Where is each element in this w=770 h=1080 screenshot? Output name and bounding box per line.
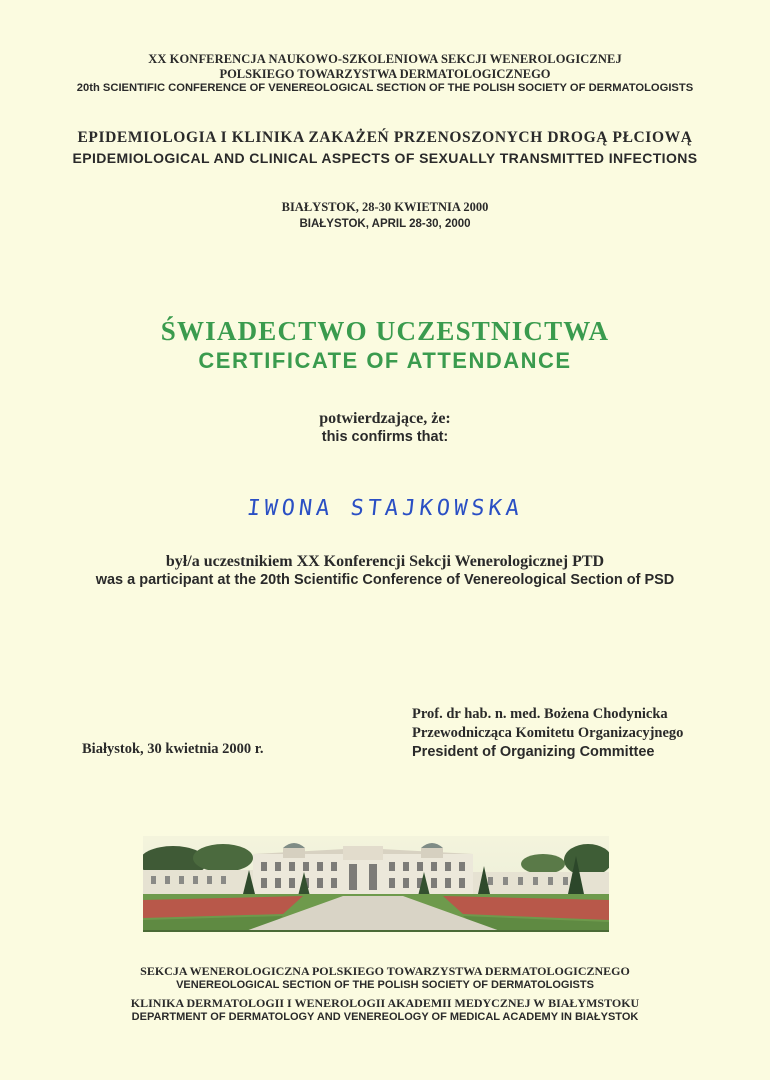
issue-place-date: Białystok, 30 kwietnia 2000 r. (82, 741, 264, 757)
footer-line-2: VENEREOLOGICAL SECTION OF THE POLISH SOCIETY OF DERMATOLOGISTS (176, 979, 594, 991)
signature-block (412, 705, 683, 762)
footer-line-3: KLINIKA DERMATOLOGII I WENEROLOGII AKADEMII MEDYCZNEJ W BIAŁYMSTOKU (130, 996, 640, 1010)
header-line-1: XX KONFERENCJA NAUKOWO-SZKOLENIOWA SEKCJI WENEROLOGICZNEJ (148, 52, 622, 66)
signatory-role-polish: Przewodnicząca Komitetu Organizacyjnego (412, 725, 684, 741)
confirms-polish: potwierdzające, że: (319, 410, 451, 427)
signatory-role-english: President of Organizing Committee (412, 744, 655, 760)
participant-name: IWONA STAJKOWSKA (245, 496, 525, 521)
signatory-name: Prof. dr hab. n. med. Bożena Chodynicka (412, 706, 668, 722)
palace-photo (143, 836, 609, 932)
header-line-3: 20th SCIENTIFIC CONFERENCE OF VENEREOLOGICAL SECTION OF THE POLISH SOCIETY OF DERMATOLOGISTS (76, 82, 694, 94)
participation-polish: był/a uczestnikiem XX Konferencji Sekcji Wenerologicznej PTD (165, 553, 605, 570)
certificate-title-polish: ŚWIADECTWO UCZESTNICTWA (160, 316, 610, 346)
certificate-title-english: CERTIFICATE OF ATTENDANCE (198, 348, 572, 373)
topic-english: EPIDEMIOLOGICAL AND CLINICAL ASPECTS OF SEXUALLY TRANSMITTED INFECTIONS (72, 150, 698, 166)
header-line-2: POLSKIEGO TOWARZYSTWA DERMATOLOGICZNEGO (219, 67, 551, 81)
participation-english: was a participant at the 20th Scientific Conference of Venereological Section of PSD (95, 572, 675, 588)
palace-illustration (143, 836, 609, 932)
footer-line-1: SEKCJA WENEROLOGICZNA POLSKIEGO TOWARZYSTWA DERMATOLOGICZNEGO (140, 964, 630, 978)
place-date-english: BIAŁYSTOK, APRIL 28-30, 2000 (299, 218, 471, 230)
topic-polish: EPIDEMIOLOGIA I KLINIKA ZAKAŻEŃ PRZENOSZONYCH DROGĄ PŁCIOWĄ (77, 129, 693, 146)
footer-line-4: DEPARTMENT OF DERMATOLOGY AND VENEREOLOGY OF MEDICAL ACADEMY IN BIAŁYSTOK (131, 1011, 639, 1023)
place-date-polish: BIAŁYSTOK, 28-30 KWIETNIA 2000 (281, 200, 489, 214)
confirms-english: this confirms that: (321, 429, 449, 445)
